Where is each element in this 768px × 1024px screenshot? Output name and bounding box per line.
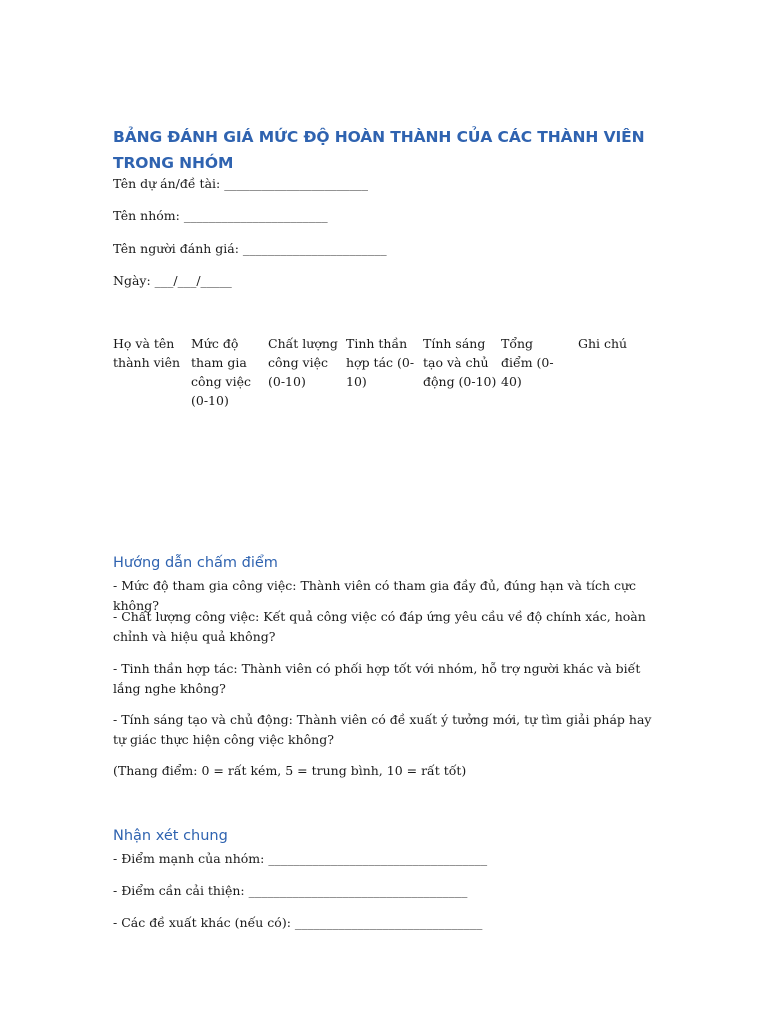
guide-item-creativity: - Tính sáng tạo và chủ động: Thành viên có đề xuất ý tưởng mới, tự tìm giải pháp hay tự giác thực hiện công việc không? — [113, 712, 652, 747]
guide-heading: Hướng dẫn chấm điểm — [113, 555, 278, 571]
header-notes: Ghi chú — [578, 336, 628, 351]
header-total: Tổng điểm (0-40) — [501, 336, 554, 389]
evaluator-name-field: Tên người đánh giá: _______________________ — [113, 241, 387, 256]
header-creativity: Tính sáng tạo và chủ động (0-10) — [423, 336, 497, 389]
date-field: Ngày: ___/___/_____ — [113, 273, 232, 288]
guide-scale-note: (Thang điểm: 0 = rất kém, 5 = trung bình, 10 = rất tốt) — [113, 763, 467, 778]
comment-strengths: - Điểm mạnh của nhóm: ___________________________________ — [113, 851, 488, 866]
group-name-field: Tên nhóm: _______________________ — [113, 208, 328, 223]
guide-item-cooperation: - Tinh thần hợp tác: Thành viên có phối hợp tốt với nhóm, hỗ trợ người khác và biết lắng nghe không? — [113, 661, 641, 696]
document-title: BẢNG ĐÁNH GIÁ MỨC ĐỘ HOÀN THÀNH CỦA CÁC THÀNH VIÊN TRONG NHÓM — [113, 128, 645, 172]
header-member-name: Họ và tên thành viên — [113, 336, 181, 370]
document-page — [113, 0, 658, 1024]
guide-item-quality: - Chất lượng công việc: Kết quả công việc có đáp ứng yêu cầu về độ chính xác, hoàn chỉnh và hiệu quả không? — [113, 609, 646, 644]
comment-improvements: - Điểm cần cải thiện: ___________________________________ — [113, 883, 468, 898]
comments-heading: Nhận xét chung — [113, 828, 228, 844]
header-cooperation: Tinh thần hợp tác (0-10) — [346, 336, 415, 389]
comment-other-suggestions: - Các đề xuất khác (nếu có): ______________________________ — [113, 915, 483, 930]
header-participation: Mức độ tham gia công việc (0-10) — [191, 336, 252, 408]
guide-item-participation: - Mức độ tham gia công việc: Thành viên có tham gia đầy đủ, đúng hạn và tích cực không? — [113, 578, 637, 613]
project-name-field: Tên dự án/đề tài: _______________________ — [113, 176, 368, 191]
header-quality: Chất lượng công việc (0-10) — [268, 336, 338, 389]
